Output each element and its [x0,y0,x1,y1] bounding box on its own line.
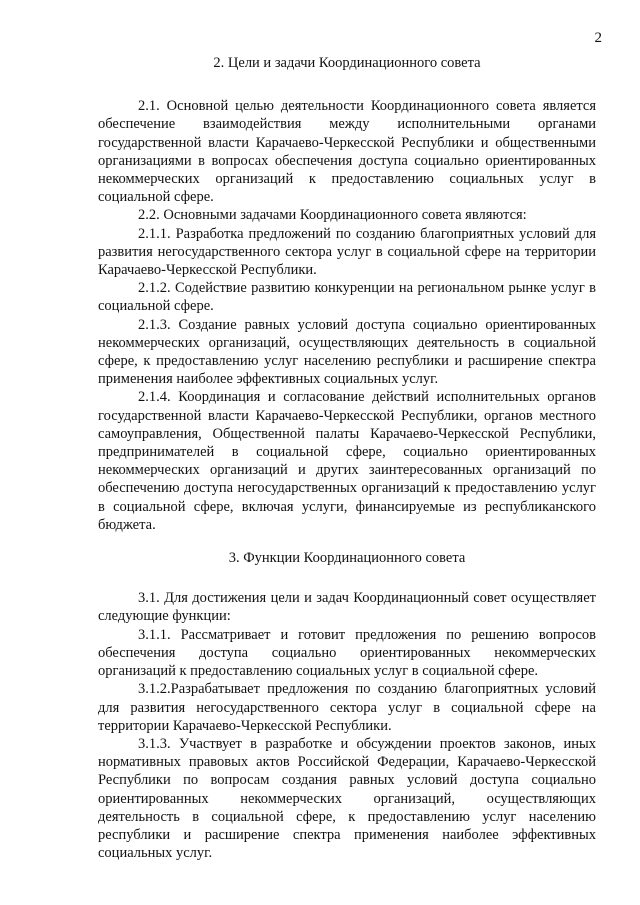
paragraph-2-1-1: 2.1.1. Разработка предложений по созданию благоприятных условий для развития негосударственного сектора услуг в социальной сфере на территории Карачаево-Черкесской Республики. [98,225,596,279]
paragraph-3-1-3: 3.1.3. Участвует в разработке и обсуждении проектов законов, иных нормативных правовых актов Российской Федерации, Карачаево-Черкесской Республики по вопросам создания равных условий доступа социально ориентированных некоммерческих организаций, осуществляющих деятельность в социальной сфере, к предоставлению услуг населению республики и расширение спектра применения наиболее эффективных социальных услуг. [98,735,596,862]
paragraph-3-1: 3.1. Для достижения цели и задач Координационный совет осуществляет следующие функции: [98,590,596,625]
section-functions [98,549,596,862]
paragraph-2-2: 2.2. Основными задачами Координационного совета являются: [138,207,527,224]
paragraph-2-1-3: 2.1.3. Создание равных условий доступа социально ориентированных некоммерческих организаций, осуществляющих деятельность в социальной сфере, к предоставлению услуг населению республики и расширение спектра применения наиболее эффективных социальных услуг. [98,316,596,388]
section-heading-goals: 2. Цели и задачи Координационного совета [213,55,481,71]
paragraph-3-1-2: 3.1.2.Разрабатывает предложения по созданию благоприятных условий для развития негосударственного сектора услуг в социальной сфере на территории Карачаево-Черкесской Республики. [98,681,596,734]
page-number: 2 [594,30,602,46]
document-body [98,54,596,862]
section-heading-functions: 3. Функции Координационного совета [228,550,466,567]
paragraph-3-1-1: 3.1.1. Рассматривает и готовит предложения по решению вопросов обеспечения доступа социально ориентированных некоммерческих организаций к предоставлению социальных услуг в социальной сфере. [98,626,596,680]
paragraph-2-1: 2.1. Основной целью деятельности Координационного совета является обеспечение взаимодействия между исполнительными органами государственной власти Карачаево-Черкесской Республики и общественными организациями в вопросах обеспечения доступа социально ориентированных некоммерческих организаций к предоставлению социальных услуг в социальной сфере. [98,98,596,206]
section-goals [98,54,596,534]
paragraph-2-1-2: 2.1.2. Содействие развитию конкуренции на региональном рынке услуг в социальной сфере. [98,280,596,315]
paragraph-2-1-4: 2.1.4. Координация и согласование действий исполнительных органов государственной власти Карачаево-Черкесской Республики, органов местного самоуправления, Общественной палаты Карачаево-Черкесской Республики, предпринимателей в социальной сфере, социально ориентированных некоммерческих организаций и других заинтересованных организаций по обеспечению доступа негосударственных организаций к предоставлению услуг в социальной сфере, включая услуги, финансируемые из республиканского бюджета. [98,389,596,533]
